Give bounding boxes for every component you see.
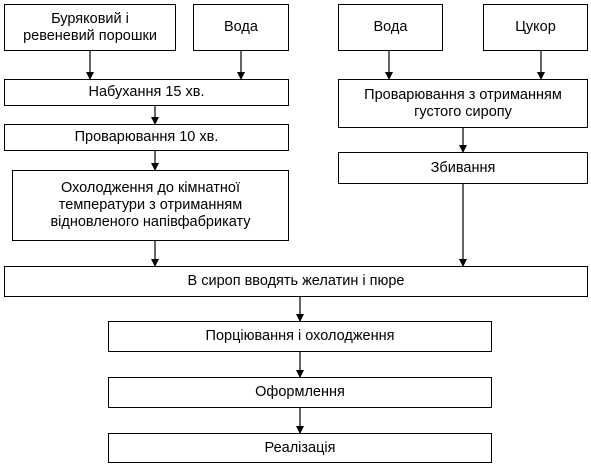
node-water-right: Вода xyxy=(338,4,443,51)
node-swelling: Набухання 15 хв. xyxy=(4,79,289,106)
node-boiling-10: Проварювання 10 хв. xyxy=(4,124,289,151)
node-add-gelatin-puree: В сироп вводять желатин і пюре xyxy=(4,266,588,297)
node-boiling-syrup: Проварювання з отриманням густого сиропу xyxy=(338,79,588,128)
node-beet-rhubarb-powders: Буряковий і ревеневий порошки xyxy=(4,4,176,51)
node-portioning-cooling: Порціювання і охолодження xyxy=(108,321,492,352)
node-sale: Реалізація xyxy=(108,433,492,463)
node-water-left: Вода xyxy=(193,4,289,51)
node-whipping: Збивання xyxy=(338,152,588,184)
node-cooling: Охолодження до кімнатної температури з отриманням відновленого напівфабрикату xyxy=(12,170,289,241)
node-decorating: Оформлення xyxy=(108,377,492,408)
node-sugar: Цукор xyxy=(483,4,588,51)
